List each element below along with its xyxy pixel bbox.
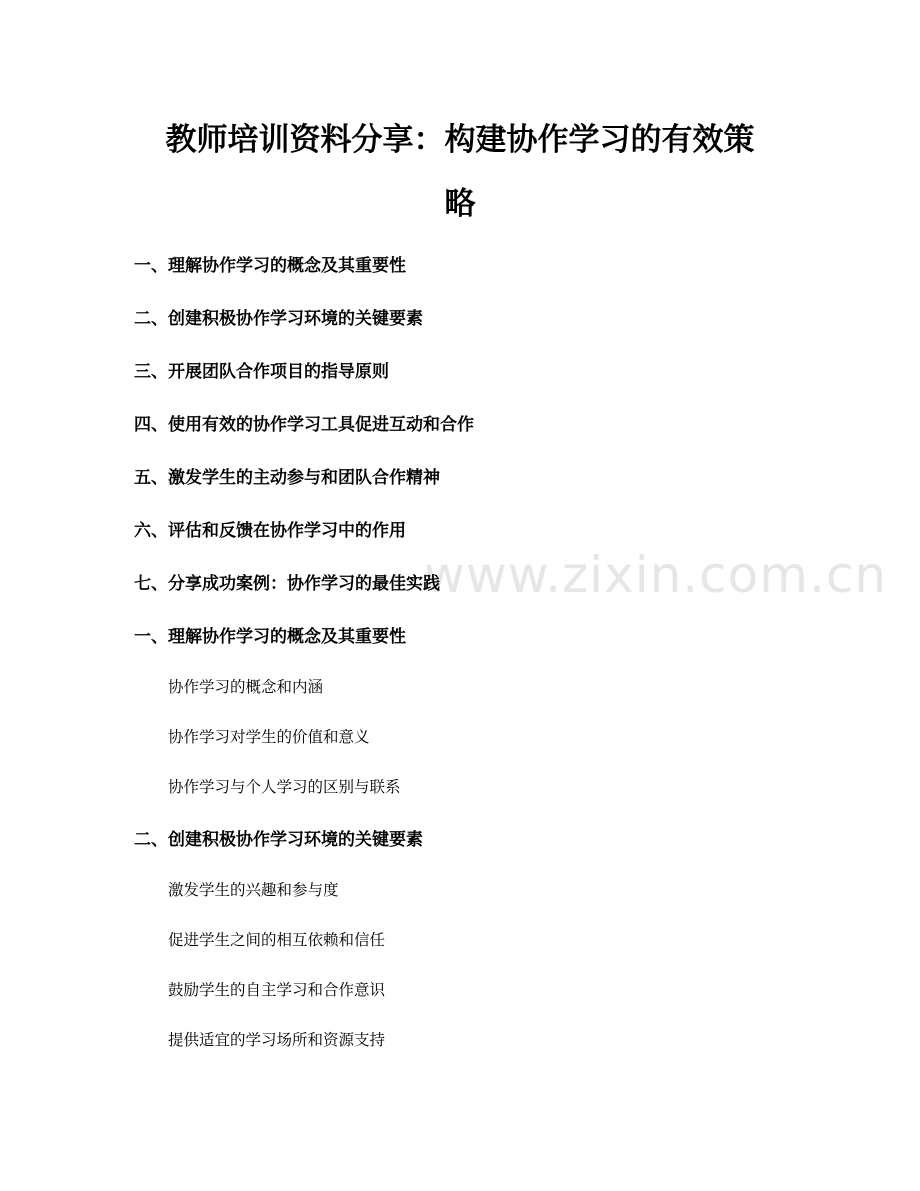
toc-item: 二、创建积极协作学习环境的关键要素 [134,309,423,329]
document-title-line-2: 略 [444,186,476,222]
section-item: 提供适宜的学习场所和资源支持 [168,1031,386,1049]
section-1 [134,623,406,823]
toc-item: 六、评估和反馈在协作学习中的作用 [134,521,406,541]
section-item-list [134,673,406,823]
toc-item: 四、使用有效的协作学习工具促进互动和合作 [134,415,474,435]
toc-item: 五、激发学生的主动参与和团队合作精神 [134,468,440,488]
section-item: 激发学生的兴趣和参与度 [168,881,339,899]
section-item: 协作学习对学生的价值和意义 [168,728,370,746]
table-of-contents [134,252,474,623]
section-item-list [134,876,423,1076]
section-2 [134,826,423,1076]
watermark: www.zixin.com.cn [424,546,888,604]
section-heading: 二、创建积极协作学习环境的关键要素 [134,830,423,850]
document-title-line-1: 教师培训资料分享：构建协作学习的有效策 [165,122,755,158]
toc-item: 一、理解协作学习的概念及其重要性 [134,256,406,276]
toc-item: 三、开展团队合作项目的指导原则 [134,362,389,382]
section-item: 鼓励学生的自主学习和合作意识 [168,981,386,999]
section-item: 协作学习的概念和内涵 [168,678,324,696]
toc-item: 七、分享成功案例：协作学习的最佳实践 [134,574,440,594]
section-item: 协作学习与个人学习的区别与联系 [168,778,401,796]
section-heading: 一、理解协作学习的概念及其重要性 [134,627,406,647]
document-title [0,108,920,236]
section-item: 促进学生之间的相互依赖和信任 [168,931,386,949]
